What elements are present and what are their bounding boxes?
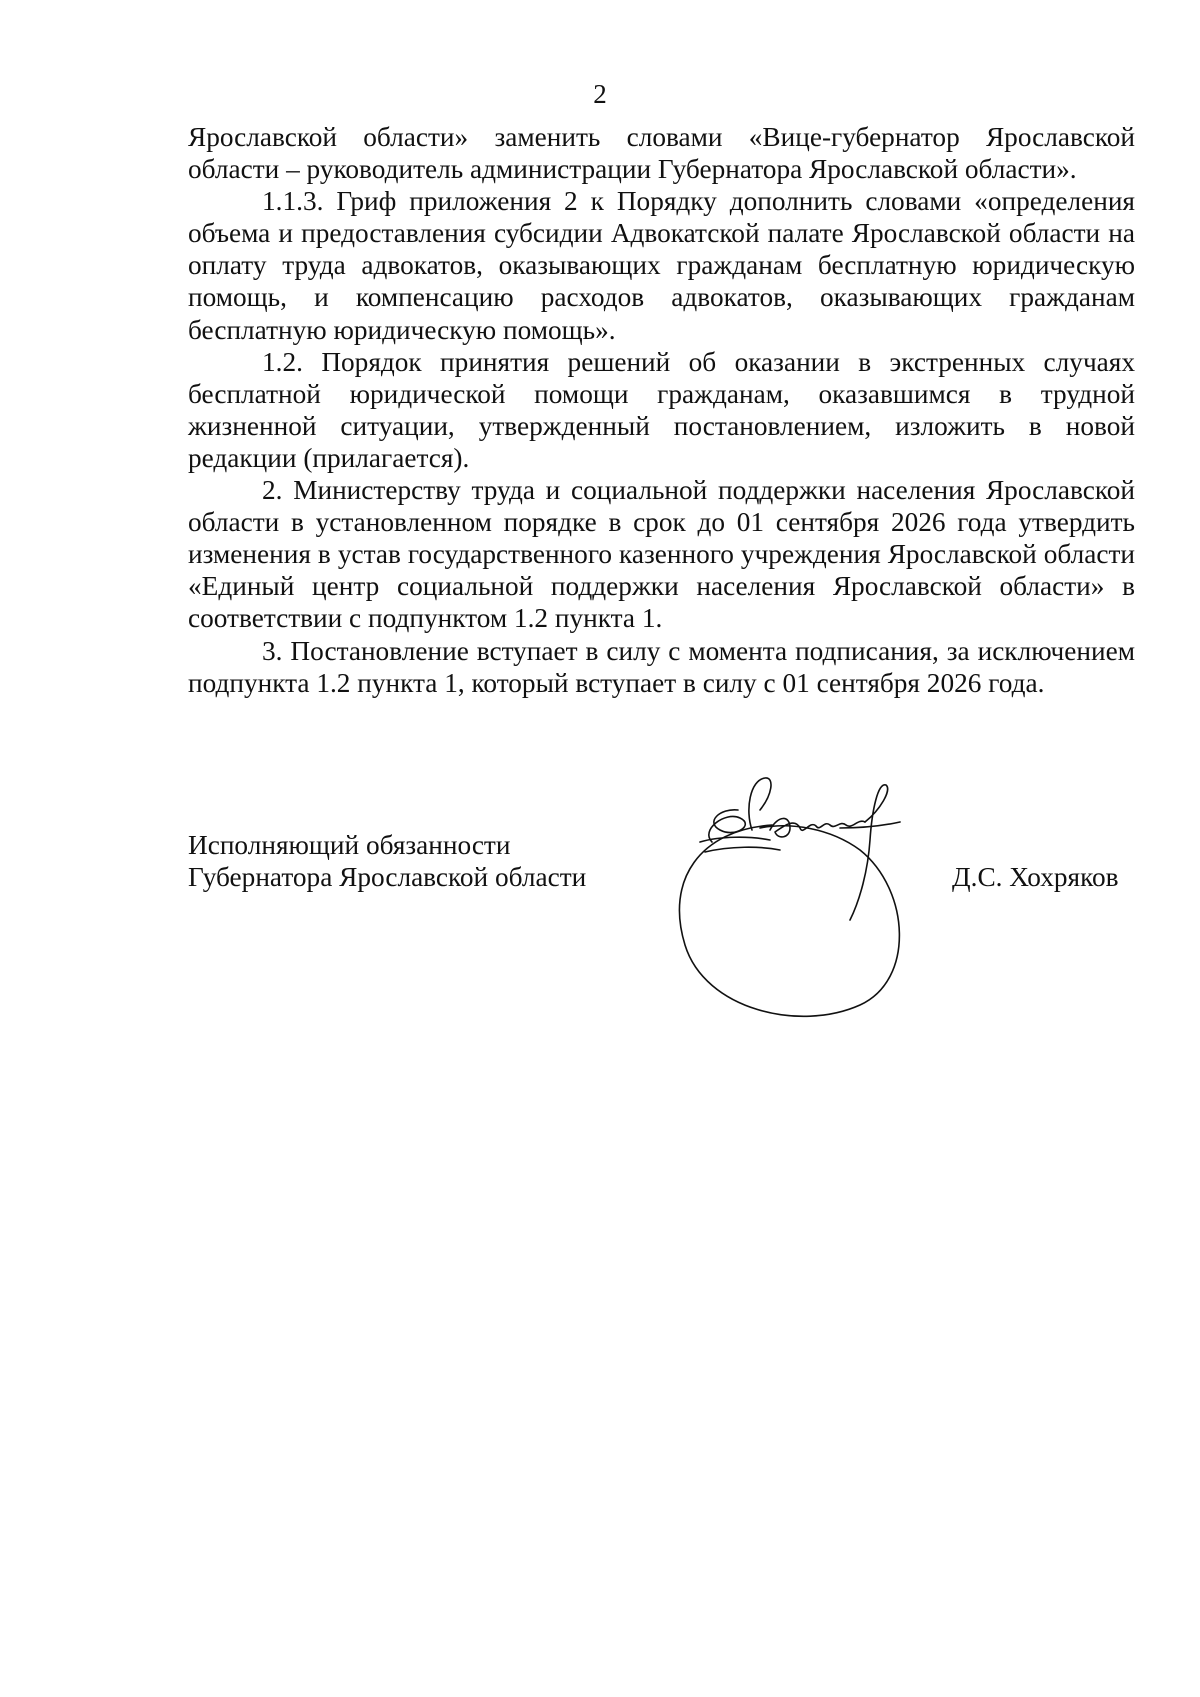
page-number: 2 <box>593 79 607 109</box>
signatory-title-line-1: Исполняющий обязанности <box>188 830 511 860</box>
paragraph-2: 2. Министерству труда и социальной поддержки населения Ярославской области в установленном порядке в срок до 01 сентября 2026 года утвердить изменения в устав государственного казенного учреждения Ярославской области «Единый центр социальной поддержки населения Ярославской области» в соответствии с подпунктом 1.2 пункта 1. <box>188 475 1135 634</box>
document-body <box>188 121 1135 699</box>
signatory-name: Д.С. Хохряков <box>952 862 1119 892</box>
signatory-title <box>188 829 586 893</box>
paragraph-continuation: Ярославской области» заменить словами «Вице-губернатор Ярославской области – руководитель администрации Губернатора Ярославской области». <box>188 122 1135 185</box>
paragraph-1-1-3: 1.1.3. Гриф приложения 2 к Порядку дополнить словами «определения объема и предоставления субсидии Адвокатской палате Ярославской области на оплату труда адвокатов, оказывающих гражданам бесплатную юридическую помощь, и компенсацию расходов адвокатов, оказывающих гражданам бесплатную юридическую помощь». <box>188 186 1135 345</box>
paragraph-1-2: 1.2. Порядок принятия решений об оказании в экстренных случаях бесплатной юридической помощи гражданам, оказавшимся в трудной жизненной ситуации, утвержденный постановлением, изложить в новой редакции (прилагается). <box>188 346 1135 473</box>
signatory-title-line-2: Губернатора Ярославской области <box>188 862 587 892</box>
paragraph-3: 3. Постановление вступает в силу с момента подписания, за исключением подпункта 1.2 пункта 1, который вступает в силу с 01 сентября 2026 года. <box>188 635 1135 698</box>
handwritten-signature <box>660 770 960 1040</box>
